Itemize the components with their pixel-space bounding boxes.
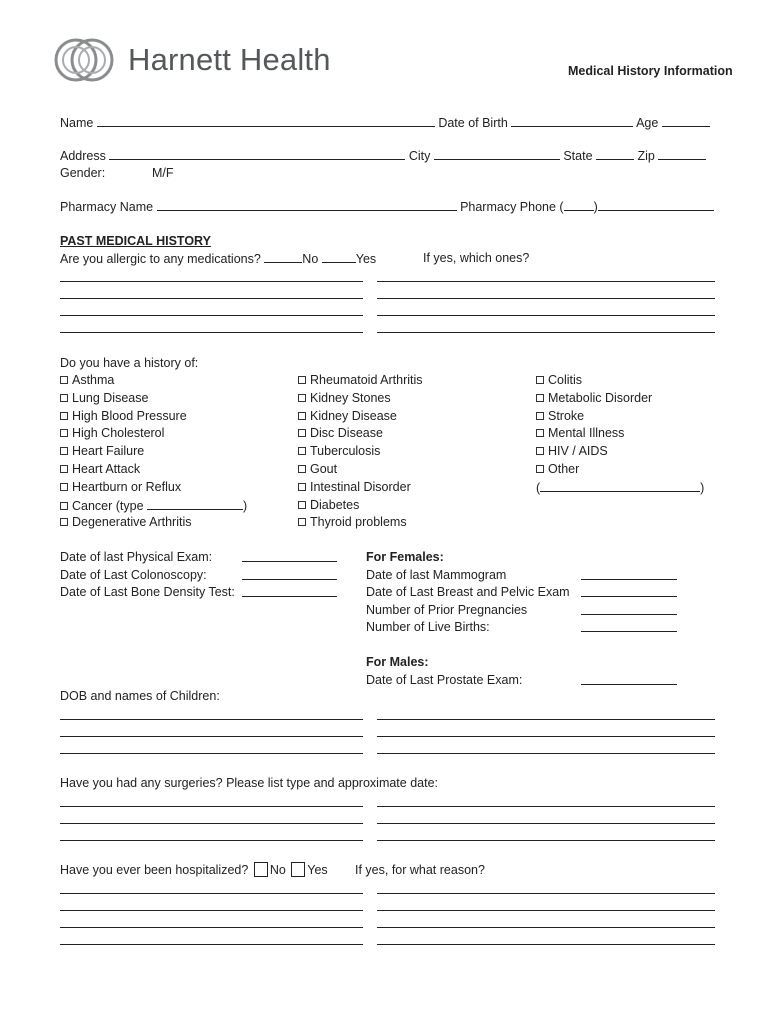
state-label: State bbox=[563, 149, 593, 163]
write-line[interactable] bbox=[60, 719, 363, 720]
history-item[interactable]: Lung Disease bbox=[60, 390, 247, 408]
history-item[interactable]: Tuberculosis bbox=[298, 443, 423, 461]
checkbox-icon[interactable] bbox=[536, 412, 544, 420]
exam-count-field[interactable] bbox=[581, 602, 677, 615]
history-item[interactable]: Heartburn or Reflux bbox=[60, 479, 247, 497]
hospitalized-no-checkbox[interactable] bbox=[254, 862, 268, 877]
history-prompt: Do you have a history of: bbox=[60, 356, 199, 370]
cancer-type-field[interactable] bbox=[147, 497, 243, 510]
pharmacy-name-field[interactable] bbox=[157, 198, 457, 211]
checkbox-icon[interactable] bbox=[60, 447, 68, 455]
checkbox-icon[interactable] bbox=[60, 412, 68, 420]
allergy-row bbox=[60, 250, 376, 267]
history-item[interactable]: Kidney Disease bbox=[298, 408, 423, 426]
write-line[interactable] bbox=[60, 823, 363, 824]
write-line[interactable] bbox=[377, 944, 715, 945]
write-line[interactable] bbox=[377, 281, 715, 282]
allergy-no-label: No bbox=[302, 252, 319, 266]
write-line[interactable] bbox=[60, 910, 363, 911]
logo-text: Harnett Health bbox=[128, 42, 331, 77]
checkbox-icon[interactable] bbox=[60, 518, 68, 526]
history-item[interactable]: HIV / AIDS bbox=[536, 443, 704, 461]
pharmacy-area-code-field[interactable] bbox=[564, 198, 594, 211]
write-line[interactable] bbox=[60, 944, 363, 945]
checkbox-icon[interactable] bbox=[298, 465, 306, 473]
exam-date-field[interactable] bbox=[581, 567, 677, 580]
write-line[interactable] bbox=[60, 332, 363, 333]
write-line[interactable] bbox=[60, 281, 363, 282]
checkbox-icon[interactable] bbox=[298, 429, 306, 437]
history-item[interactable]: Diabetes bbox=[298, 497, 423, 515]
name-field[interactable] bbox=[97, 114, 435, 127]
hospitalized-row bbox=[60, 862, 328, 878]
name-label: Name bbox=[60, 116, 94, 130]
write-line[interactable] bbox=[377, 719, 715, 720]
write-line[interactable] bbox=[377, 753, 715, 754]
hospitalized-yes-label: Yes bbox=[307, 863, 328, 877]
age-label: Age bbox=[636, 116, 659, 130]
city-label: City bbox=[408, 149, 431, 163]
write-line[interactable] bbox=[377, 910, 715, 911]
state-field[interactable] bbox=[596, 147, 634, 160]
write-line[interactable] bbox=[377, 927, 715, 928]
pharmacy-phone-label: Pharmacy Phone ( bbox=[460, 200, 564, 214]
history-item[interactable]: Rheumatoid Arthritis bbox=[298, 372, 423, 390]
checkbox-icon[interactable] bbox=[298, 483, 306, 491]
females-heading: For Females: bbox=[366, 550, 444, 564]
allergy-yes-field[interactable] bbox=[322, 250, 356, 263]
name-row bbox=[60, 114, 710, 131]
write-line[interactable] bbox=[377, 315, 715, 316]
write-line[interactable] bbox=[377, 840, 715, 841]
allergy-yes-label: Yes bbox=[355, 252, 377, 266]
exam-date-field[interactable] bbox=[581, 672, 677, 685]
zip-field[interactable] bbox=[658, 147, 706, 160]
allergy-which-ones: If yes, which ones? bbox=[423, 251, 530, 265]
exam-row: Date of last Mammogram bbox=[366, 567, 570, 585]
checkbox-icon[interactable] bbox=[298, 394, 306, 402]
pharmacy-name-label: Pharmacy Name bbox=[60, 200, 154, 214]
other-specify[interactable]: ( ) bbox=[536, 480, 705, 495]
write-line[interactable] bbox=[377, 736, 715, 737]
checkbox-icon[interactable] bbox=[298, 447, 306, 455]
history-item[interactable]: High Cholesterol bbox=[60, 425, 247, 443]
write-line[interactable] bbox=[60, 840, 363, 841]
history-item[interactable]: Asthma bbox=[60, 372, 247, 390]
checkbox-icon[interactable] bbox=[536, 376, 544, 384]
write-line[interactable] bbox=[377, 332, 715, 333]
exams-females bbox=[366, 549, 570, 637]
past-history-heading: PAST MEDICAL HISTORY bbox=[60, 234, 211, 248]
history-item[interactable]: Colitis bbox=[536, 372, 704, 390]
gender-label: Gender: bbox=[60, 166, 106, 180]
exam-row: Date of Last Breast and Pelvic Exam bbox=[366, 584, 570, 602]
checkbox-icon[interactable] bbox=[60, 465, 68, 473]
males-heading: For Males: bbox=[366, 655, 429, 669]
exam-date-field[interactable] bbox=[242, 567, 337, 580]
history-item[interactable]: Degenerative Arthritis bbox=[60, 514, 247, 532]
allergy-no-field[interactable] bbox=[264, 250, 302, 263]
history-item-cancer[interactable]: Cancer (type ) bbox=[60, 497, 247, 515]
checkbox-icon[interactable] bbox=[536, 465, 544, 473]
write-line[interactable] bbox=[60, 315, 363, 316]
write-line[interactable] bbox=[60, 927, 363, 928]
city-field[interactable] bbox=[434, 147, 560, 160]
history-item[interactable]: Disc Disease bbox=[298, 425, 423, 443]
checkbox-icon[interactable] bbox=[536, 447, 544, 455]
pharmacy-phone-close-paren: ) bbox=[593, 200, 598, 214]
history-item[interactable]: Thyroid problems bbox=[298, 514, 423, 532]
write-line[interactable] bbox=[377, 823, 715, 824]
surgeries-label: Have you had any surgeries? Please list type and approximate date: bbox=[60, 776, 439, 790]
write-line[interactable] bbox=[377, 806, 715, 807]
write-line[interactable] bbox=[60, 753, 363, 754]
other-field[interactable] bbox=[540, 479, 700, 492]
checkbox-icon[interactable] bbox=[536, 394, 544, 402]
checkbox-icon[interactable] bbox=[298, 412, 306, 420]
history-item[interactable]: Other bbox=[536, 461, 704, 479]
history-item[interactable]: Heart Attack bbox=[60, 461, 247, 479]
logo bbox=[54, 34, 354, 86]
address-label: Address bbox=[60, 149, 106, 163]
hospitalized-yes-checkbox[interactable] bbox=[291, 862, 305, 877]
checkbox-icon[interactable] bbox=[298, 376, 306, 384]
pharmacy-row bbox=[60, 198, 714, 215]
pharmacy-phone-field[interactable] bbox=[598, 198, 714, 211]
history-item[interactable]: Mental Illness bbox=[536, 425, 704, 443]
history-item[interactable]: Metabolic Disorder bbox=[536, 390, 704, 408]
dob-field[interactable] bbox=[511, 114, 633, 127]
allergy-question: Are you allergic to any medications? bbox=[60, 252, 261, 266]
exam-row: Number of Live Births: bbox=[366, 619, 570, 637]
checkbox-icon[interactable] bbox=[60, 502, 68, 510]
hospitalized-no-label: No bbox=[269, 863, 286, 877]
checkbox-icon[interactable] bbox=[60, 483, 68, 491]
dob-label: Date of Birth bbox=[438, 116, 508, 130]
harnett-health-logo-icon bbox=[54, 34, 124, 86]
write-line[interactable] bbox=[60, 298, 363, 299]
write-line[interactable] bbox=[377, 893, 715, 894]
checkbox-icon[interactable] bbox=[60, 394, 68, 402]
exam-date-field[interactable] bbox=[242, 584, 337, 597]
hospitalized-label: Have you ever been hospitalized? bbox=[60, 863, 249, 877]
history-col-3 bbox=[536, 372, 704, 497]
age-field[interactable] bbox=[662, 114, 710, 127]
exam-row: Date of Last Prostate Exam: bbox=[366, 672, 522, 690]
exams-left bbox=[60, 549, 235, 602]
write-line[interactable] bbox=[60, 736, 363, 737]
write-line[interactable] bbox=[60, 806, 363, 807]
exam-count-field[interactable] bbox=[581, 619, 677, 632]
exam-row: Date of last Physical Exam: bbox=[60, 549, 235, 567]
hospitalized-reason-label: If yes, for what reason? bbox=[355, 863, 485, 877]
history-item[interactable]: High Blood Pressure bbox=[60, 408, 247, 426]
address-field[interactable] bbox=[109, 147, 405, 160]
write-line[interactable] bbox=[60, 893, 363, 894]
exam-row: Date of Last Bone Density Test: bbox=[60, 584, 235, 602]
history-item[interactable]: Kidney Stones bbox=[298, 390, 423, 408]
history-item[interactable]: Gout bbox=[298, 461, 423, 479]
history-col-1 bbox=[60, 372, 247, 532]
exam-date-field[interactable] bbox=[581, 584, 677, 597]
write-line[interactable] bbox=[377, 298, 715, 299]
history-item[interactable]: Intestinal Disorder bbox=[298, 479, 423, 497]
children-label: DOB and names of Children: bbox=[60, 689, 220, 703]
history-item[interactable]: Heart Failure bbox=[60, 443, 247, 461]
checkbox-icon[interactable] bbox=[298, 518, 306, 526]
zip-label: Zip bbox=[637, 149, 655, 163]
history-item[interactable]: Stroke bbox=[536, 408, 704, 426]
gender-options[interactable]: M/F bbox=[152, 166, 174, 180]
exams-males bbox=[366, 654, 522, 689]
history-col-2 bbox=[298, 372, 423, 532]
form-title: Medical History Information bbox=[568, 64, 733, 78]
exam-row: Number of Prior Pregnancies bbox=[366, 602, 570, 620]
exam-date-field[interactable] bbox=[242, 549, 337, 562]
address-row bbox=[60, 147, 706, 164]
checkbox-icon[interactable] bbox=[298, 501, 306, 509]
checkbox-icon[interactable] bbox=[60, 429, 68, 437]
checkbox-icon[interactable] bbox=[536, 429, 544, 437]
exam-row: Date of Last Colonoscopy: bbox=[60, 567, 235, 585]
checkbox-icon[interactable] bbox=[60, 376, 68, 384]
